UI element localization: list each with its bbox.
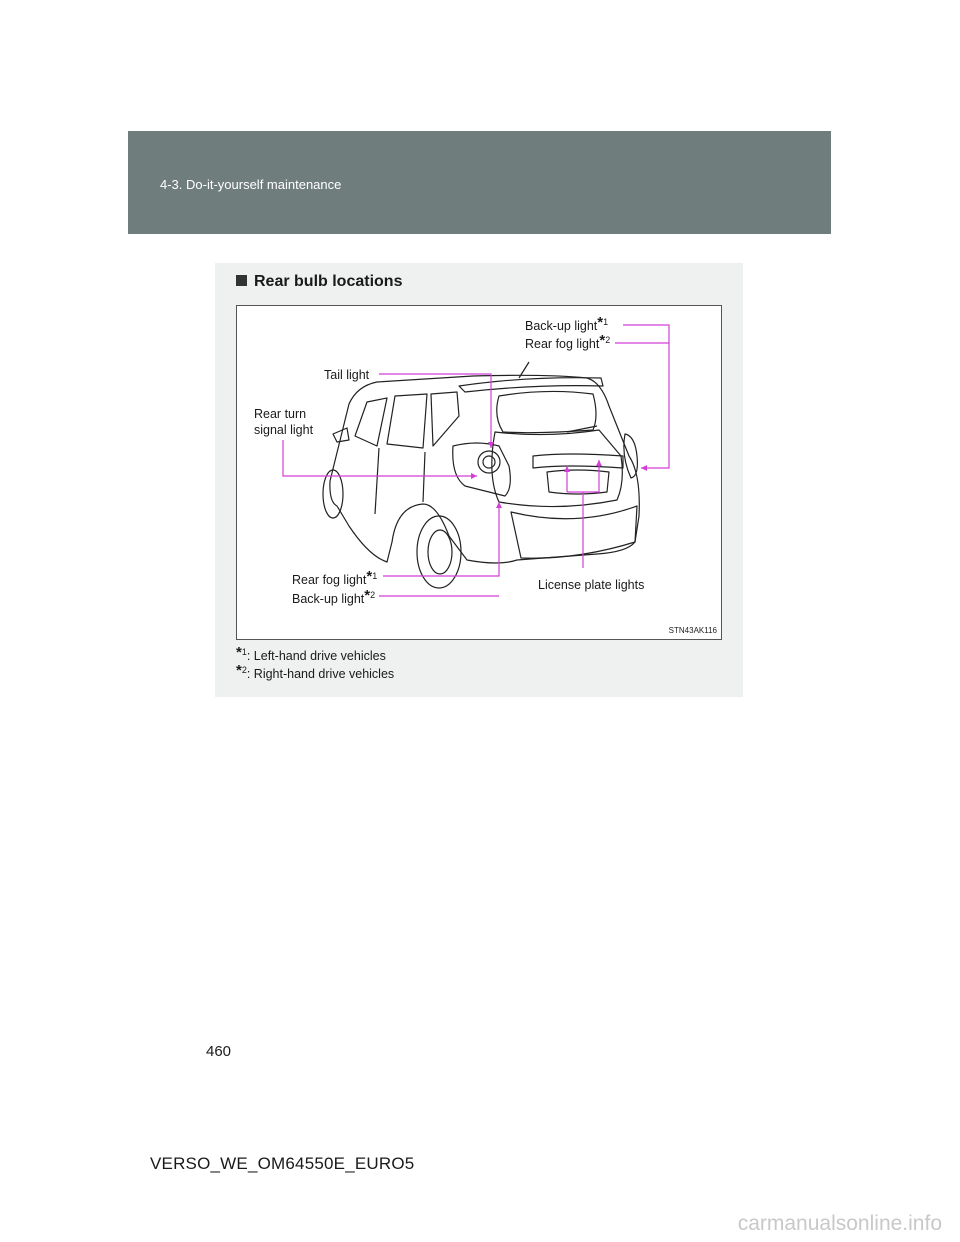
label-tail-light: Tail light — [324, 368, 370, 382]
arrow-head-license-a — [564, 466, 570, 472]
label-license-plate-lights: License plate lights — [538, 578, 645, 592]
tailgate — [492, 430, 623, 507]
callout-backup-1 — [623, 325, 669, 468]
lamp-lens-inner — [483, 456, 495, 468]
rear-spoiler — [459, 378, 603, 392]
lamp-lens — [478, 451, 500, 473]
door-line-2 — [423, 452, 425, 502]
asterisk-icon: * — [236, 662, 242, 679]
footnote-2: *$^2$: Right-hand drive vehicles — [236, 662, 395, 681]
callout-tail-light — [379, 374, 491, 448]
figure-code: STN43AK116 — [668, 626, 717, 635]
square-bullet-icon — [236, 275, 247, 286]
license-plate-garnish — [533, 454, 623, 468]
side-window-front — [355, 398, 387, 446]
page-number: 460 — [206, 1043, 232, 1060]
document-id: VERSO_WE_OM64550E_EURO5 — [150, 1154, 415, 1173]
callout-foglight-1 — [383, 502, 499, 576]
footnote-1: *$^1$: Left-hand drive vehicles — [236, 644, 386, 663]
callout-rear-turn — [283, 440, 477, 476]
panel-title — [236, 273, 402, 291]
arrow-head-backup — [641, 465, 647, 471]
rear-rim — [428, 530, 452, 574]
front-wheel — [323, 470, 343, 518]
label-rear-turn-signal: Rear turn signal light — [254, 407, 314, 437]
section-title: 4-3. Do-it-yourself maintenance — [160, 177, 342, 192]
asterisk-icon: * — [236, 644, 242, 661]
watermark: carmanualsonline.info — [737, 1212, 942, 1235]
rear-wheel — [417, 516, 461, 588]
door-line — [375, 448, 379, 514]
car-body-outline — [330, 375, 639, 563]
arrow-head-license-b — [596, 460, 602, 466]
label-rear-fog-light-2: Rear fog light*$^2$ — [525, 332, 611, 351]
panel-title-text: Rear bulb locations — [254, 273, 403, 290]
arrow-head-turn — [471, 473, 477, 479]
label-backup-light-1: Back-up light*$^1$ — [525, 314, 609, 333]
side-window-quarter — [431, 392, 459, 446]
rear-bulb-figure — [236, 305, 722, 640]
label-rear-fog-light-1: Rear fog light*$^1$ — [292, 568, 378, 587]
label-backup-light-2: Back-up light*$^2$ — [292, 587, 376, 606]
license-plate-recess — [547, 470, 609, 494]
rear-window — [497, 391, 596, 432]
side-window-rear — [387, 394, 427, 448]
